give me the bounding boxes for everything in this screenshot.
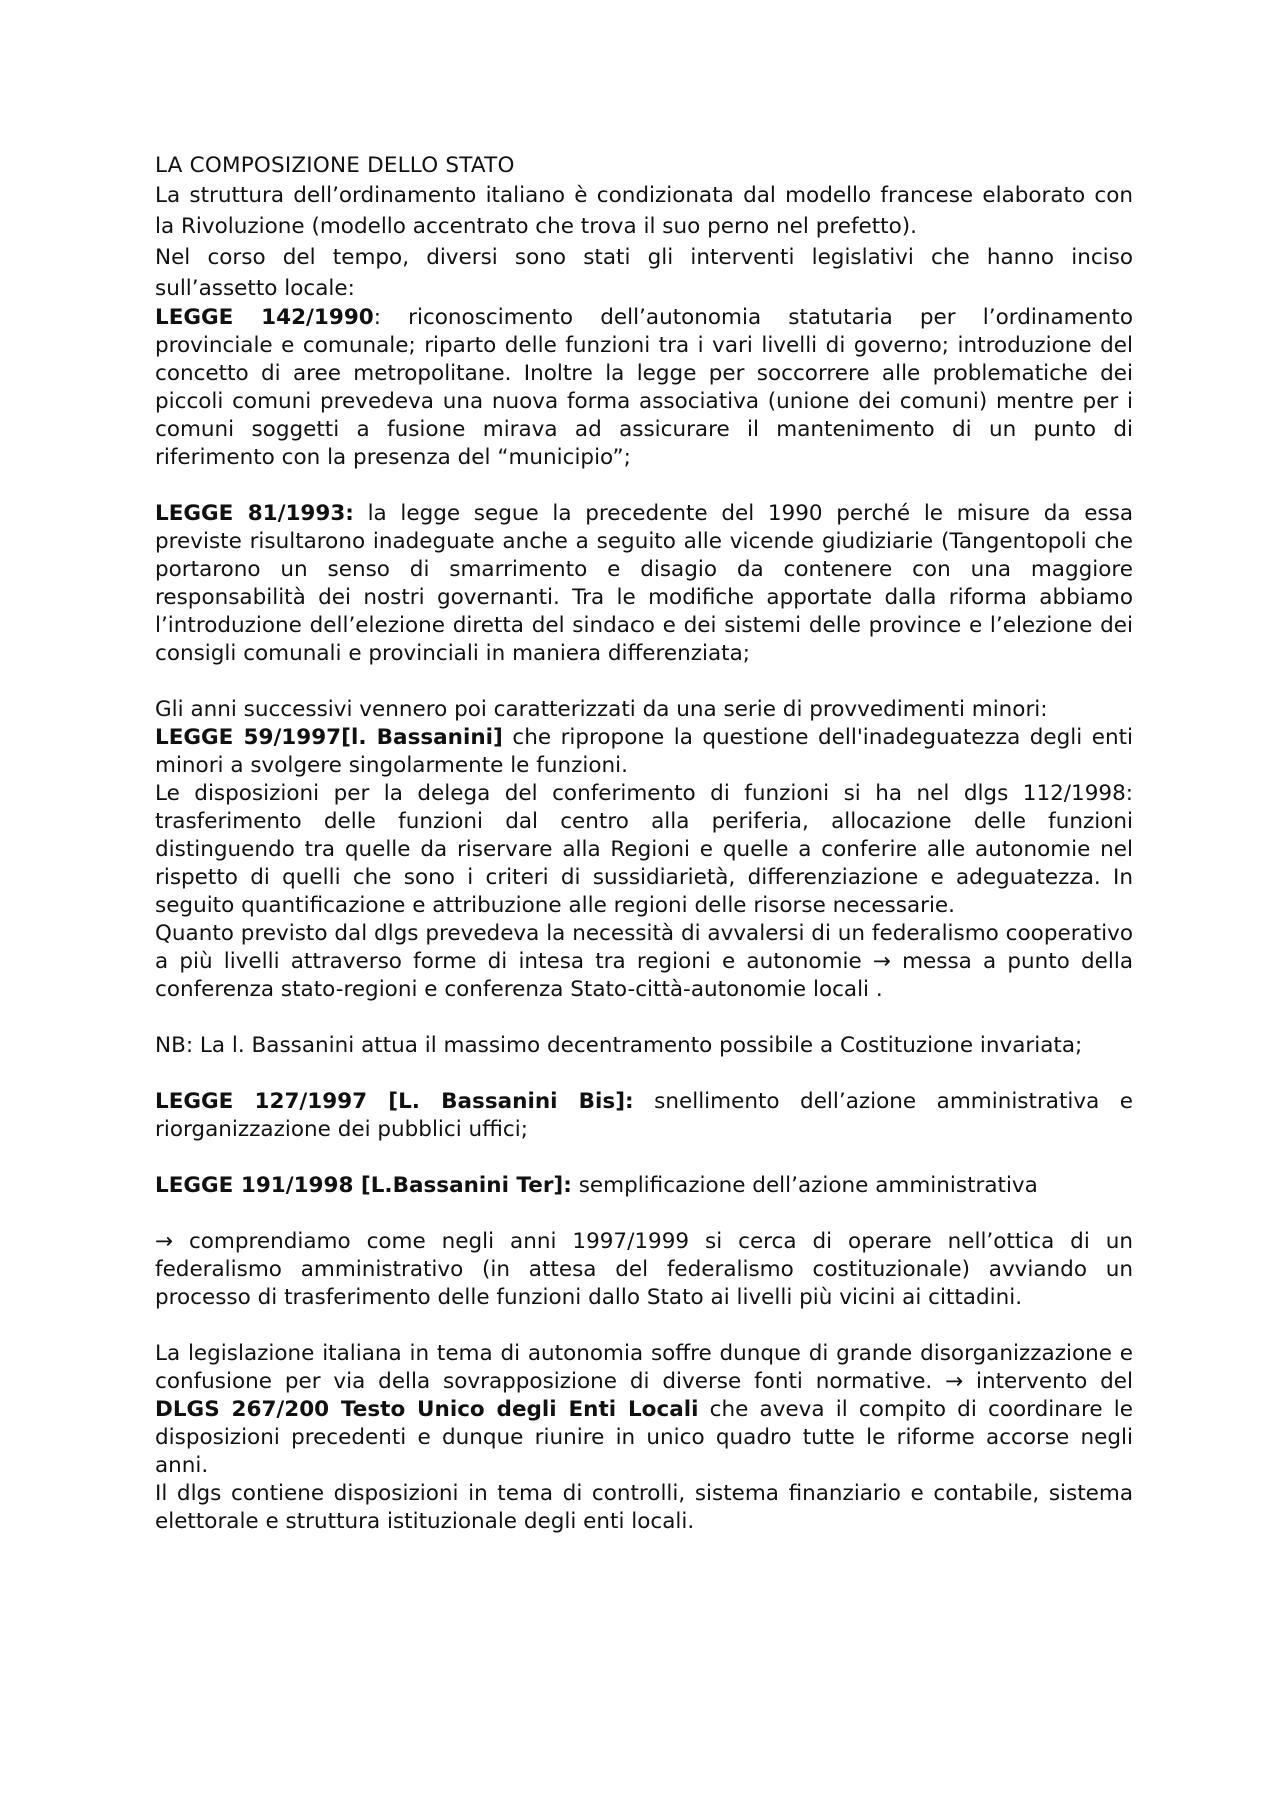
testo-unico-label: DLGS 267/200 Testo Unico degli Enti Locali — [155, 1397, 699, 1422]
legge-59-text: che ripropone la questione dell'inadeguatezza degli enti minori a svolgere singolarmente le funzioni. — [155, 725, 1133, 778]
intro-paragraph-2: Nel corso del tempo, diversi sono stati gli interventi legislativi che hanno inciso sull’assetto locale: — [155, 245, 1133, 301]
dlgs-contiene-paragraph: Il dlgs contiene disposizioni in tema di controlli, sistema finanziario e contabile, sistema elettorale e struttura istituzionale degli enti locali. — [155, 1481, 1133, 1534]
successivi-paragraph: Gli anni successivi vennero poi caratterizzati da una serie di provvedimenti minori: — [155, 697, 1048, 722]
legge-191-text: semplificazione dell’azione amministrativa — [571, 1173, 1038, 1198]
legislazione-paragraph — [155, 1340, 1133, 1480]
legge-127-label: LEGGE 127/1997 [L. Bassanini Bis]: — [155, 1089, 634, 1114]
legge-142-label: LEGGE 142/1990 — [155, 305, 374, 330]
quanto-previsto-paragraph: Quanto previsto dal dlgs prevedeva la necessità di avvalersi di un federalismo cooperativo a più livelli attraverso forme di intesa tra regioni e autonomie → messa a punto della conferenza stato-regioni e conferenza Stato-città-autonomie locali . — [155, 921, 1133, 1002]
legislazione-text-after: che aveva il compito di coordinare le disposizioni precedenti e dunque riunire in unico quadro tutte le riforme accorse negli anni. — [155, 1397, 1133, 1478]
legge-59-paragraph — [155, 724, 1133, 780]
document-page — [155, 152, 1133, 1536]
legge-191-paragraph — [155, 1172, 1133, 1200]
nb-paragraph: NB: La l. Bassanini attua il massimo decentramento possibile a Costituzione invariata; — [155, 1033, 1083, 1058]
legge-59-label: LEGGE 59/1997[l. Bassanini] — [155, 725, 503, 750]
legislazione-text-before: La legislazione italiana in tema di autonomia soffre dunque di grande disorganizzazione e confusione per via della sovrapposizione di diverse fonti normative. → intervento del — [155, 1341, 1133, 1394]
intro-paragraph-1: La struttura dell’ordinamento italiano è condizionata dal modello francese elaborato con la Rivoluzione (modello accentrato che trova il suo perno nel prefetto). — [155, 183, 1133, 239]
legge-81-paragraph — [155, 500, 1133, 668]
dlgs-112-paragraph: Le disposizioni per la delega del conferimento di funzioni si ha nel dlgs 112/1998: trasferimento delle funzioni dal centro alla periferia, allocazione delle funzioni distinguendo tra quelle da riservare alla Regioni e quelle a conferire alle autonomie nel rispetto di quelli che sono i criteri di sussidiarietà, differenziazione e adeguatezza. In seguito quantificazione e attribuzione alle regioni delle risorse necessarie. — [155, 781, 1133, 918]
document-title: LA COMPOSIZIONE DELLO STATO — [155, 153, 515, 178]
legge-191-label: LEGGE 191/1998 [L.Bassanini Ter]: — [155, 1173, 572, 1198]
comprendiamo-paragraph: → comprendiamo come negli anni 1997/1999 si cerca di operare nell’ottica di un federalismo amministrativo (in attesa del federalismo costituzionale) avviando un processo di trasferimento delle funzioni dallo Stato ai livelli più vicini ai cittadini. — [155, 1229, 1133, 1310]
legge-142-text: : riconoscimento dell’autonomia statutaria per l’ordinamento provinciale e comunale; riparto delle funzioni tra i vari livelli di governo; introduzione del concetto di aree metropolitane. Inoltre la legge per soccorrere alle problematiche dei piccoli comuni prevedeva una nuova forma associativa (unione dei comuni) mentre per i comuni soggetti a fusione mirava ad assicurare il mantenimento di un punto di riferimento con la presenza del “municipio”; — [155, 305, 1133, 470]
legge-127-text: snellimento dell’azione amministrativa e riorganizzazione dei pubblici uffici; — [155, 1089, 1134, 1142]
intro-section — [155, 180, 1133, 304]
legge-81-text: la legge segue la precedente del 1990 perché le misure da essa previste risultarono inadeguate anche a seguito alle vicende giudiziarie (Tangentopoli che portarono un senso di smarrimento e disagio da contenere con una maggiore responsabilità dei nostri governanti. Tra le modifiche apportate dalla riforma abbiamo l’introduzione dell’elezione diretta del sindaco e dei sistemi delle province e l’elezione dei consigli comunali e provinciali in maniera differenziata; — [155, 501, 1134, 666]
legge-127-paragraph — [155, 1088, 1133, 1144]
legge-142-paragraph — [155, 304, 1133, 472]
legge-81-label: LEGGE 81/1993: — [155, 501, 354, 526]
